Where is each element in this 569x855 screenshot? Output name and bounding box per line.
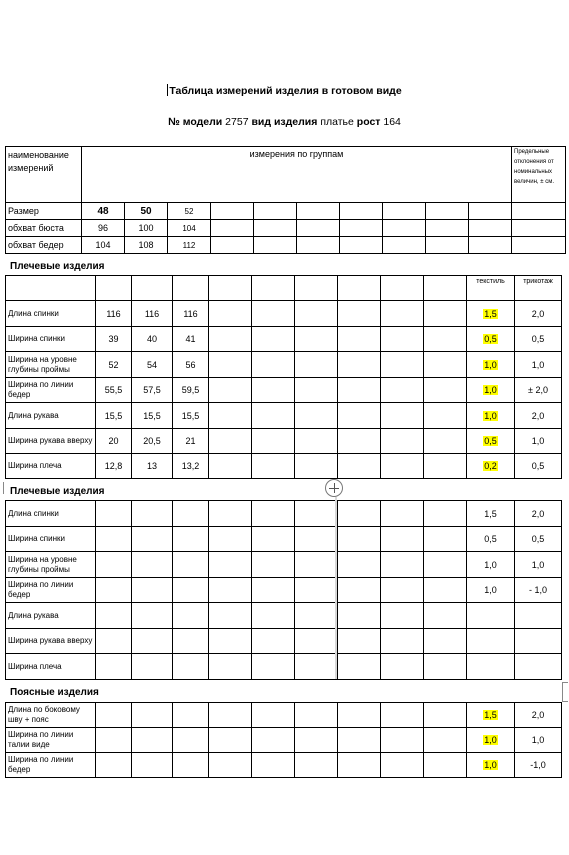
table-cell: [467, 403, 515, 429]
tolerance-header: Предельные отклонения от номинальных величин, ± см.: [512, 147, 566, 203]
table-row: [6, 429, 562, 454]
table-cell: Ширина рукава вверху: [6, 629, 96, 654]
table-cell: [295, 378, 338, 403]
table-cell: [252, 728, 295, 753]
table-cell: [209, 429, 252, 454]
table-cell: [424, 501, 467, 527]
table-cell: Ширина на уровне глубины проймы: [6, 352, 96, 378]
table-cell: [211, 203, 254, 220]
table-cell: [209, 728, 252, 753]
table-cell: [338, 378, 381, 403]
table-cell: [338, 454, 381, 479]
table-cell: [132, 527, 173, 552]
table-cell: Ширина плеча: [6, 454, 96, 479]
highlighted-value: 1,0: [484, 760, 497, 770]
table-cell: [338, 753, 381, 778]
table-cell: [295, 728, 338, 753]
table-cell: [132, 578, 173, 603]
table-row: [6, 301, 562, 327]
table-cell: 50: [125, 203, 168, 220]
table-cell: [381, 552, 424, 578]
table-cell: [132, 753, 173, 778]
table-row: [6, 403, 562, 429]
table-cell: [340, 237, 383, 254]
table-cell: [424, 629, 467, 654]
table-cell: - 1,0: [515, 578, 562, 603]
table-cell: [209, 629, 252, 654]
section-title: Поясные изделия: [10, 687, 99, 698]
table-cell: 54: [132, 352, 173, 378]
table-cell: [252, 429, 295, 454]
table-cell: [381, 728, 424, 753]
table-cell: 52: [96, 352, 132, 378]
table-cell: [252, 501, 295, 527]
table-cell: [338, 552, 381, 578]
table-cell: 2,0: [515, 403, 562, 429]
table-cell: [209, 378, 252, 403]
table-cell: [381, 378, 424, 403]
table-cell: [209, 654, 252, 680]
table-cell: Размер: [6, 203, 82, 220]
table-cell: [173, 501, 209, 527]
table-cell: [211, 220, 254, 237]
table-cell: [96, 703, 132, 728]
table-cell: [381, 753, 424, 778]
highlighted-value: 1,5: [484, 308, 497, 319]
table-cell: [424, 552, 467, 578]
table-cell: [252, 301, 295, 327]
table-cell: 116: [96, 301, 132, 327]
table-cell: [295, 352, 338, 378]
table-cell: 1,0: [467, 552, 515, 578]
table-cell: [132, 728, 173, 753]
table-cell: 21: [173, 429, 209, 454]
table-row: [6, 578, 562, 603]
table-cell: [209, 578, 252, 603]
table-cell: [295, 403, 338, 429]
highlighted-value: 1,5: [484, 710, 497, 720]
table-cell: [173, 703, 209, 728]
document-title: Таблица измерений изделия в готовом виде: [169, 85, 402, 97]
table-cell: [252, 454, 295, 479]
table-cell: [209, 501, 252, 527]
table-cell: [295, 301, 338, 327]
table-cell: Ширина на уровне глубины проймы: [6, 552, 96, 578]
table-cell: 15,5: [173, 403, 209, 429]
table-cell: 1,0: [467, 578, 515, 603]
table-cell: [209, 753, 252, 778]
table-cell: [424, 603, 467, 629]
table-cell: [209, 703, 252, 728]
table-cell: [173, 629, 209, 654]
table-cell: обхват бедер: [6, 237, 82, 254]
table-cell: [424, 327, 467, 352]
table-row: [6, 703, 562, 728]
table-cell: 104: [82, 237, 125, 254]
table-cell: 2,0: [515, 301, 562, 327]
table-cell: [295, 276, 338, 301]
table-cell: Ширина по линии талии виде: [6, 728, 96, 753]
table-cell: 1,0: [515, 429, 562, 454]
table-cell: [512, 237, 566, 254]
table-cell: [295, 753, 338, 778]
table-cell: 108: [125, 237, 168, 254]
table-cell: Ширина плеча: [6, 654, 96, 680]
groups-header: измерения по группам: [82, 147, 512, 203]
table-cell: [96, 276, 132, 301]
table-cell: [254, 220, 297, 237]
table-cell: [515, 654, 562, 680]
document-subtitle: № модели 2757 вид изделия платье рост 164: [168, 116, 401, 128]
table-cell: 104: [168, 220, 211, 237]
table-cell: [297, 203, 340, 220]
table-row: [6, 327, 562, 352]
table-cell: Длина спинки: [6, 301, 96, 327]
table-cell: [338, 654, 381, 680]
table-cell: [467, 429, 515, 454]
highlighted-value: 0,5: [484, 436, 497, 446]
table-cell: 1,0: [515, 552, 562, 578]
table-row: [6, 501, 562, 527]
table-cell: [467, 301, 515, 327]
table-cell: [338, 703, 381, 728]
table-cell: [424, 301, 467, 327]
table-cell: 112: [168, 237, 211, 254]
table-cell: 116: [173, 301, 209, 327]
table-cell: [381, 629, 424, 654]
table-cell: [295, 429, 338, 454]
table-cell: 15,5: [96, 403, 132, 429]
table-cell: [295, 501, 338, 527]
table-cell: [424, 378, 467, 403]
table-cell: [381, 429, 424, 454]
section-title: Плечевые изделия: [10, 486, 105, 497]
table-cell: 52: [168, 203, 211, 220]
table-cell: 100: [125, 220, 168, 237]
table-cell: 15,5: [132, 403, 173, 429]
table-cell: [173, 728, 209, 753]
table-cell: [132, 629, 173, 654]
table-cell: [173, 753, 209, 778]
table-cell: [338, 578, 381, 603]
table-cell: [381, 454, 424, 479]
table-row: [6, 203, 566, 220]
table-cell: [338, 327, 381, 352]
table-cell: [209, 301, 252, 327]
table-cell: [467, 454, 515, 479]
table-cell: [424, 276, 467, 301]
table-cell: 39: [96, 327, 132, 352]
table-cell: [252, 578, 295, 603]
table-row: [6, 552, 562, 578]
table-cell: [297, 237, 340, 254]
table-cell: [132, 703, 173, 728]
table-cell: [467, 703, 515, 728]
table-cell: [338, 403, 381, 429]
table-cell: [295, 703, 338, 728]
table-cell: [295, 327, 338, 352]
table-cell: [209, 276, 252, 301]
table-cell: [338, 301, 381, 327]
table-cell: [211, 237, 254, 254]
table-cell: [424, 527, 467, 552]
shoulder-items-table: [5, 275, 562, 479]
table-cell: [96, 501, 132, 527]
table-cell: 1,0: [515, 728, 562, 753]
table-cell: 41: [173, 327, 209, 352]
table-cell: [515, 629, 562, 654]
table-cell: [96, 578, 132, 603]
highlighted-value: 1,0: [484, 735, 497, 745]
table-row: [6, 378, 562, 403]
table-cell: [340, 203, 383, 220]
table-cell: 12,8: [96, 454, 132, 479]
table-cell: [338, 603, 381, 629]
table-cell: [252, 327, 295, 352]
table-cell: [96, 753, 132, 778]
table-cell: [467, 352, 515, 378]
table-cell: [381, 327, 424, 352]
table-cell: 2,0: [515, 501, 562, 527]
table-cell: [252, 552, 295, 578]
table-cell: [467, 327, 515, 352]
table-cell: [467, 629, 515, 654]
table-row: [6, 454, 562, 479]
table-cell: [424, 429, 467, 454]
table-cell: [381, 301, 424, 327]
table-cell: [173, 276, 209, 301]
table-cell: [467, 654, 515, 680]
name-header: наименование измерений: [6, 147, 82, 203]
table-cell: [209, 403, 252, 429]
table-cell: 0,5: [515, 327, 562, 352]
table-cell: 0,5: [515, 527, 562, 552]
table-cell: [173, 578, 209, 603]
table-row: [6, 753, 562, 778]
table-cell: [424, 753, 467, 778]
table-cell: 57,5: [132, 378, 173, 403]
table-cell: [254, 203, 297, 220]
table-cell: Длина рукава: [6, 403, 96, 429]
shoulder-items-table-2: [5, 500, 562, 680]
table-cell: [173, 654, 209, 680]
table-cell: [252, 603, 295, 629]
margin-marker: [3, 482, 7, 494]
table-cell: [338, 728, 381, 753]
table-cell: [252, 276, 295, 301]
table-cell: 0,5: [515, 454, 562, 479]
table-cell: [467, 728, 515, 753]
knit-header: трикотаж: [515, 276, 562, 301]
table-cell: [512, 203, 566, 220]
table-cell: [467, 753, 515, 778]
table-cell: 56: [173, 352, 209, 378]
table-cell: [381, 276, 424, 301]
table-cell: Длина по боковому шву + пояс: [6, 703, 96, 728]
table-cell: [252, 403, 295, 429]
table-cell: [209, 327, 252, 352]
table-cell: [338, 527, 381, 552]
table-cell: [96, 629, 132, 654]
highlighted-value: 1,0: [484, 359, 497, 370]
table-cell: [381, 352, 424, 378]
table-cell: 1,5: [467, 501, 515, 527]
table-cell: 13,2: [173, 454, 209, 479]
table-cell: 0,5: [467, 527, 515, 552]
table-cell: [340, 220, 383, 237]
table-cell: 20: [96, 429, 132, 454]
table-cell: 59,5: [173, 378, 209, 403]
table-cell: [381, 527, 424, 552]
table-cell: [381, 403, 424, 429]
table-cell: [295, 603, 338, 629]
table-cell: [252, 654, 295, 680]
table-cell: [467, 603, 515, 629]
table-row: [6, 527, 562, 552]
table-cell: [469, 220, 512, 237]
table-cell: -1,0: [515, 753, 562, 778]
table-cell: [295, 578, 338, 603]
table-row: [6, 728, 562, 753]
table-cell: [173, 603, 209, 629]
table-cell: [381, 654, 424, 680]
table-cell: [383, 237, 426, 254]
table-cell: [209, 527, 252, 552]
waist-items-table: [5, 702, 562, 778]
table-cell: [132, 552, 173, 578]
table-cell: 13: [132, 454, 173, 479]
table-cell: Ширина спинки: [6, 327, 96, 352]
table-cell: [132, 654, 173, 680]
table-cell: [297, 220, 340, 237]
table-cell: [6, 276, 96, 301]
table-row: [6, 603, 562, 629]
table-row: [6, 352, 562, 378]
column-resize-guide[interactable]: [335, 497, 337, 679]
table-cell: [338, 501, 381, 527]
table-cell: Ширина по линии бедер: [6, 378, 96, 403]
table-cell: [424, 454, 467, 479]
table-cell: [381, 578, 424, 603]
table-cell: [338, 429, 381, 454]
table-cell: 116: [132, 301, 173, 327]
table-cell: [295, 552, 338, 578]
table-cell: Ширина по линии бедер: [6, 753, 96, 778]
table-cell: [295, 654, 338, 680]
table-cell: [424, 654, 467, 680]
highlighted-value: 0,5: [484, 334, 497, 344]
table-row: [6, 220, 566, 237]
table-row: [6, 629, 562, 654]
table-cell: ± 2,0: [515, 378, 562, 403]
table-cell: [173, 527, 209, 552]
table-cell: 20,5: [132, 429, 173, 454]
table-cell: [209, 552, 252, 578]
table-cell: [173, 552, 209, 578]
table-row: [6, 237, 566, 254]
table-cell: [209, 352, 252, 378]
table-cell: [467, 378, 515, 403]
table-cell: Ширина спинки: [6, 527, 96, 552]
table-cell: [338, 276, 381, 301]
table-cell: [96, 654, 132, 680]
table-cell: Длина рукава: [6, 603, 96, 629]
table-cell: [383, 220, 426, 237]
table-cell: [295, 527, 338, 552]
table-cell: [252, 753, 295, 778]
table-cell: [252, 378, 295, 403]
table-cell: [424, 352, 467, 378]
table-cell: [96, 552, 132, 578]
table-cell: 48: [82, 203, 125, 220]
table-cell: [512, 220, 566, 237]
table-cell: [254, 237, 297, 254]
table-cell: [383, 203, 426, 220]
table-cell: [132, 276, 173, 301]
size-header-table: [5, 146, 566, 254]
table-cell: [424, 703, 467, 728]
table-cell: 96: [82, 220, 125, 237]
table-cell: [426, 237, 469, 254]
table-cell: [252, 527, 295, 552]
highlighted-value: 1,0: [484, 385, 497, 395]
section-title: Плечевые изделия: [10, 261, 105, 272]
table-cell: [252, 629, 295, 654]
table-edge-handle[interactable]: [562, 682, 568, 702]
table-cell: 40: [132, 327, 173, 352]
table-cell: Ширина рукава вверху: [6, 429, 96, 454]
table-cell: Длина спинки: [6, 501, 96, 527]
plus-icon[interactable]: [325, 479, 343, 497]
table-cell: [381, 603, 424, 629]
table-cell: Ширина по линии бедер: [6, 578, 96, 603]
table-cell: [426, 203, 469, 220]
table-cell: [469, 203, 512, 220]
table-cell: [209, 603, 252, 629]
table-cell: [96, 728, 132, 753]
table-cell: 1,0: [515, 352, 562, 378]
table-cell: [132, 603, 173, 629]
table-cell: [252, 352, 295, 378]
table-cell: [338, 629, 381, 654]
table-cell: [252, 703, 295, 728]
table-cell: [515, 603, 562, 629]
table-cell: [381, 501, 424, 527]
table-cell: [424, 578, 467, 603]
table-row: [6, 654, 562, 680]
table-cell: [295, 629, 338, 654]
table-cell: [96, 603, 132, 629]
textile-header: текстиль: [467, 276, 515, 301]
table-cell: [469, 237, 512, 254]
table-cell: обхват бюста: [6, 220, 82, 237]
table-cell: [209, 454, 252, 479]
table-cell: [96, 527, 132, 552]
highlighted-value: 0,2: [484, 461, 497, 471]
table-cell: [424, 403, 467, 429]
table-cell: [381, 703, 424, 728]
table-cell: [338, 352, 381, 378]
table-cell: [132, 501, 173, 527]
table-cell: [295, 454, 338, 479]
table-cell: [424, 728, 467, 753]
table-cell: 2,0: [515, 703, 562, 728]
highlighted-value: 1,0: [484, 410, 497, 421]
table-cell: 55,5: [96, 378, 132, 403]
table-cell: [426, 220, 469, 237]
